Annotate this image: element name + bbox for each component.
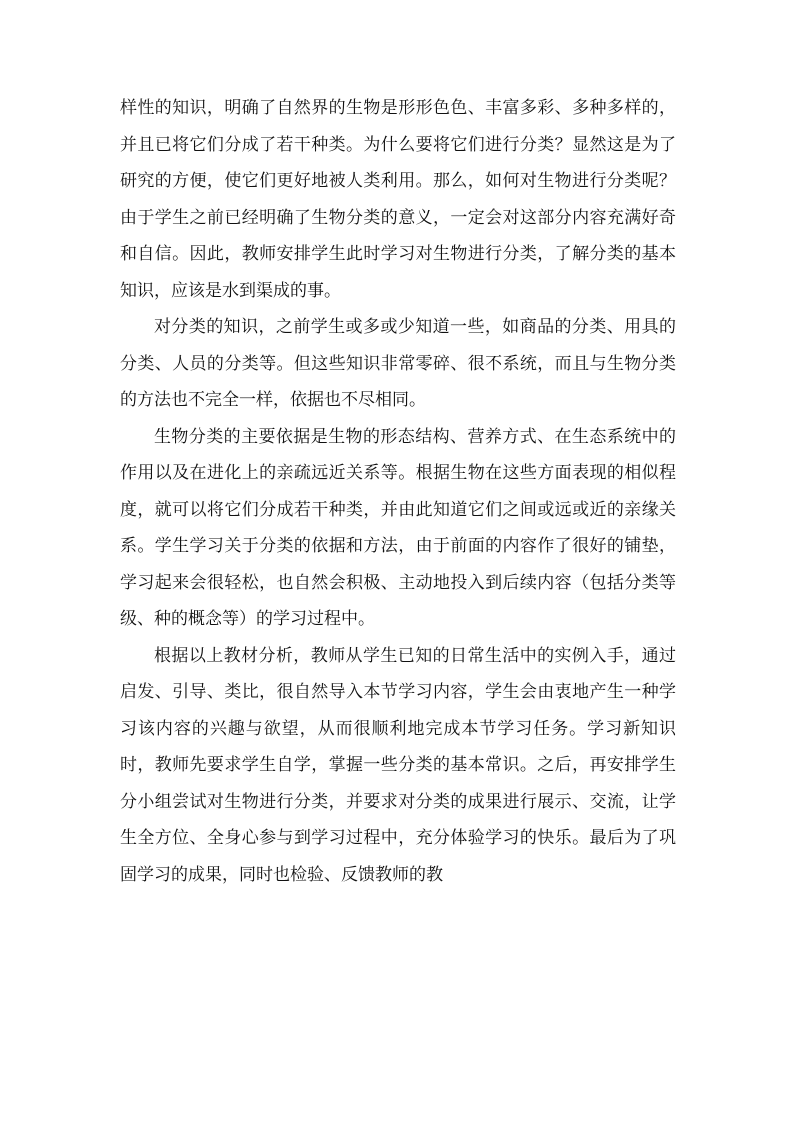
paragraph-3: 生物分类的主要依据是生物的形态结构、营养方式、在生态系统中的作用以及在进化上的亲疏远近关系等。根据生物在这些方面表现的相似程度，就可以将它们分成若干种类，并由此知道它们之间或远或近的亲缘关系。学生学习关于分类的依据和方法，由于前面的内容作了很好的铺垫，学习起来会很轻松，也自然会积极、主动地投入到后续内容（包括分类等级、种的概念等）的学习过程中。 bbox=[120, 426, 676, 629]
paragraph-1: 样性的知识，明确了自然界的生物是形形色色、丰富多彩、多种多样的，并且已将它们分成了若干种类。为什么要将它们进行分类？显然这是为了研究的方便，使它们更好地被人类利用。那么，如何对生物进行分类呢？由于学生之前已经明确了生物分类的意义，一定会对这部分内容充满好奇和自信。因此，教师安排学生此时学习对生物进行分类，了解分类的基本知识，应该是水到渠成的事。 bbox=[120, 98, 676, 301]
document-body bbox=[120, 90, 676, 893]
paragraph-2: 对分类的知识，之前学生或多或少知道一些，如商品的分类、用具的分类、人员的分类等。但这些知识非常零碎、很不系统，而且与生物分类的方法也不完全一样，依据也不尽相同。 bbox=[120, 317, 676, 410]
paragraph-4: 根据以上教材分析，教师从学生已知的日常生活中的实例入手，通过启发、引导、类比，很自然导入本节学习内容，学生会由衷地产生一种学习该内容的兴趣与欲望，从而很顺利地完成本节学习任务。学习新知识时，教师先要求学生自学，掌握一些分类的基本常识。之后，再安排学生分小组尝试对生物进行分类，并要求对分类的成果进行展示、交流，让学生全方位、全身心参与到学习过程中，充分体验学习的快乐。最后为了巩固学习的成果，同时也检验、反馈教师的教 bbox=[120, 645, 676, 885]
